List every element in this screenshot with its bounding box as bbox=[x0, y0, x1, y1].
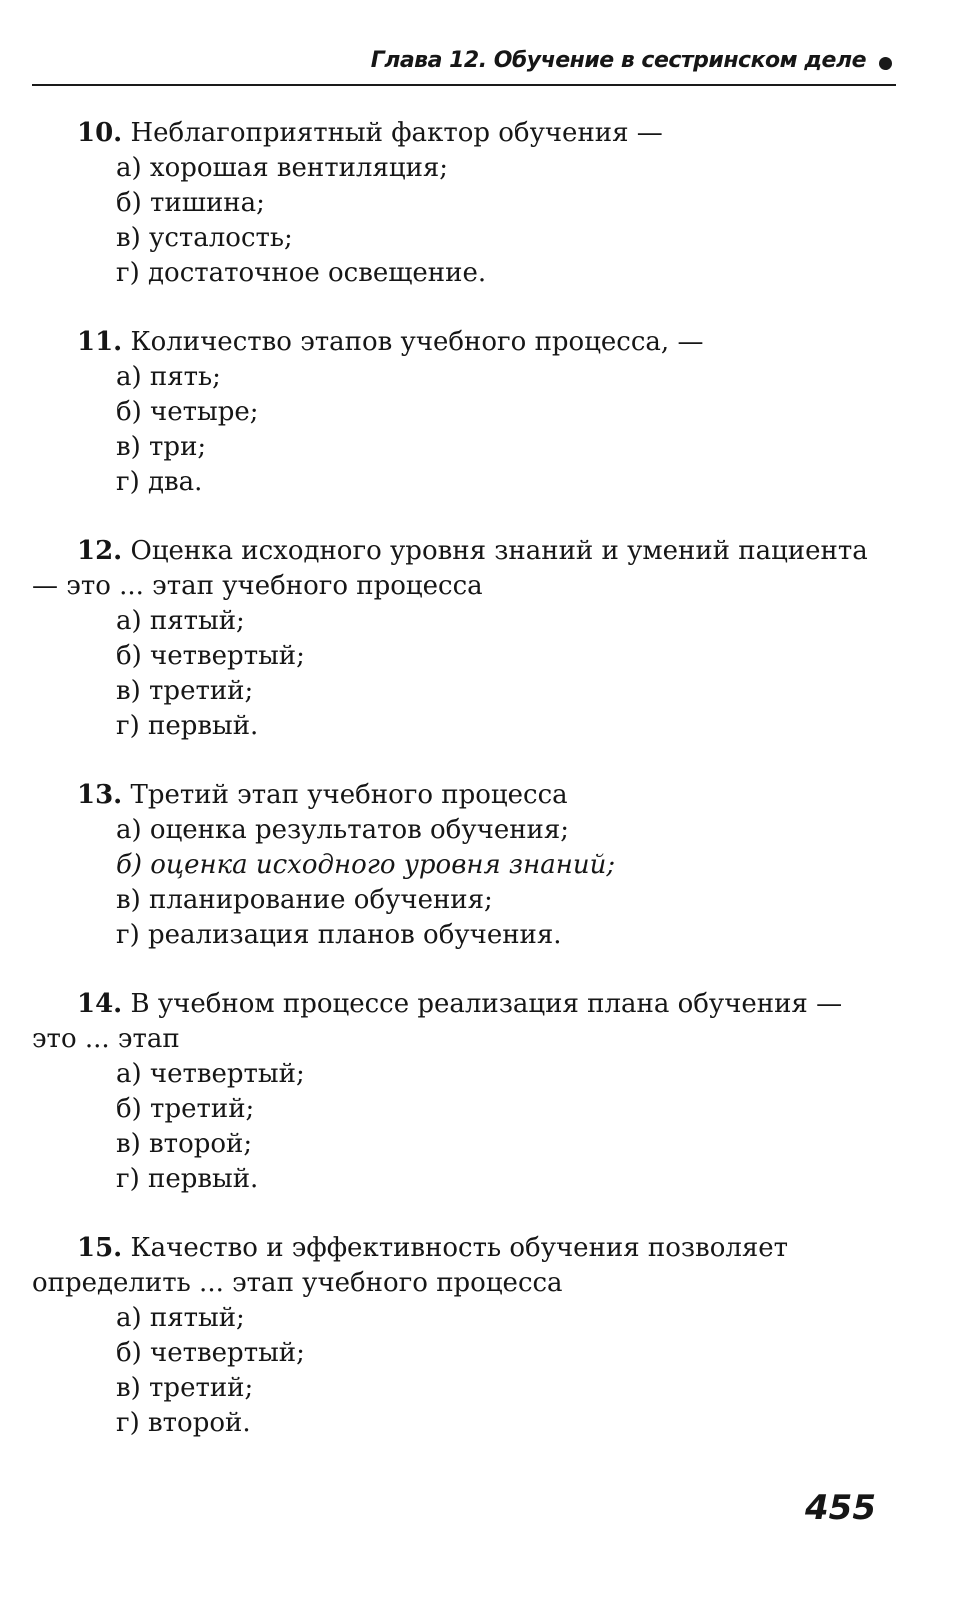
answer-option-a: а) пятый; bbox=[116, 1303, 245, 1333]
answer-option-b: б) оценка исходного уровня знаний; bbox=[116, 850, 616, 880]
question-text bbox=[32, 325, 894, 360]
answer-option-c: в) третий; bbox=[116, 1373, 254, 1403]
answer-option-b: б) четвертый; bbox=[116, 1338, 305, 1368]
question-number: 14. bbox=[77, 989, 123, 1019]
question-13 bbox=[32, 778, 894, 953]
answer-option-c: в) усталость; bbox=[116, 223, 293, 253]
answer-option-a: а) хорошая вентиляция; bbox=[116, 153, 449, 183]
question-10 bbox=[32, 116, 894, 291]
answer-option-b: б) четыре; bbox=[116, 397, 259, 427]
answer-option-d: г) первый. bbox=[116, 711, 259, 741]
question-body: Качество и эффективность обучения позволяет определить ... этап учебного процесса bbox=[32, 1233, 789, 1298]
answer-option-b: б) четвертый; bbox=[116, 641, 305, 671]
question-text bbox=[32, 534, 894, 604]
answer-option-d: г) два. bbox=[116, 467, 203, 497]
answer-option-c: в) три; bbox=[116, 432, 207, 462]
answer-options bbox=[32, 1057, 894, 1197]
question-text bbox=[32, 1231, 894, 1301]
answer-option-c: в) третий; bbox=[116, 676, 254, 706]
answer-options bbox=[32, 1301, 894, 1441]
question-body: Третий этап учебного процесса bbox=[130, 780, 568, 810]
answer-options bbox=[32, 151, 894, 291]
answer-option-d: г) достаточное освещение. bbox=[116, 258, 487, 288]
question-number: 15. bbox=[77, 1233, 123, 1263]
question-list bbox=[32, 116, 894, 1475]
answer-option-c: в) второй; bbox=[116, 1129, 253, 1159]
question-number: 11. bbox=[77, 327, 123, 357]
answer-option-b: б) тишина; bbox=[116, 188, 265, 218]
answer-option-d: г) первый. bbox=[116, 1164, 259, 1194]
question-14 bbox=[32, 987, 894, 1197]
chapter-title: Глава 12. Обучение в сестринском деле bbox=[370, 48, 866, 73]
answer-options bbox=[32, 813, 894, 953]
question-body: Неблагоприятный фактор обучения — bbox=[130, 118, 663, 148]
question-body: В учебном процессе реализация плана обучения — это ... этап bbox=[32, 989, 843, 1054]
answer-options bbox=[32, 360, 894, 500]
answer-option-d: г) второй. bbox=[116, 1408, 251, 1438]
answer-option-a: а) четвертый; bbox=[116, 1059, 305, 1089]
question-number: 10. bbox=[77, 118, 123, 148]
question-number: 12. bbox=[77, 536, 123, 566]
answer-option-a: а) пятый; bbox=[116, 606, 245, 636]
bullet-icon bbox=[879, 57, 892, 70]
question-text bbox=[32, 116, 894, 151]
question-text bbox=[32, 987, 894, 1057]
answer-option-d: г) реализация планов обучения. bbox=[116, 920, 562, 950]
question-number: 13. bbox=[77, 780, 123, 810]
answer-option-b: б) третий; bbox=[116, 1094, 255, 1124]
answer-options bbox=[32, 604, 894, 744]
answer-option-c: в) планирование обучения; bbox=[116, 885, 493, 915]
page-header bbox=[32, 44, 896, 86]
question-12 bbox=[32, 534, 894, 744]
page-number: 455 bbox=[805, 1488, 876, 1528]
question-15 bbox=[32, 1231, 894, 1441]
question-body: Оценка исходного уровня знаний и умений пациента — это ... этап учебного процесса bbox=[32, 536, 868, 601]
answer-option-a: а) оценка результатов обучения; bbox=[116, 815, 570, 845]
question-text bbox=[32, 778, 894, 813]
question-body: Количество этапов учебного процесса, — bbox=[130, 327, 704, 357]
answer-option-a: а) пять; bbox=[116, 362, 221, 392]
question-11 bbox=[32, 325, 894, 500]
